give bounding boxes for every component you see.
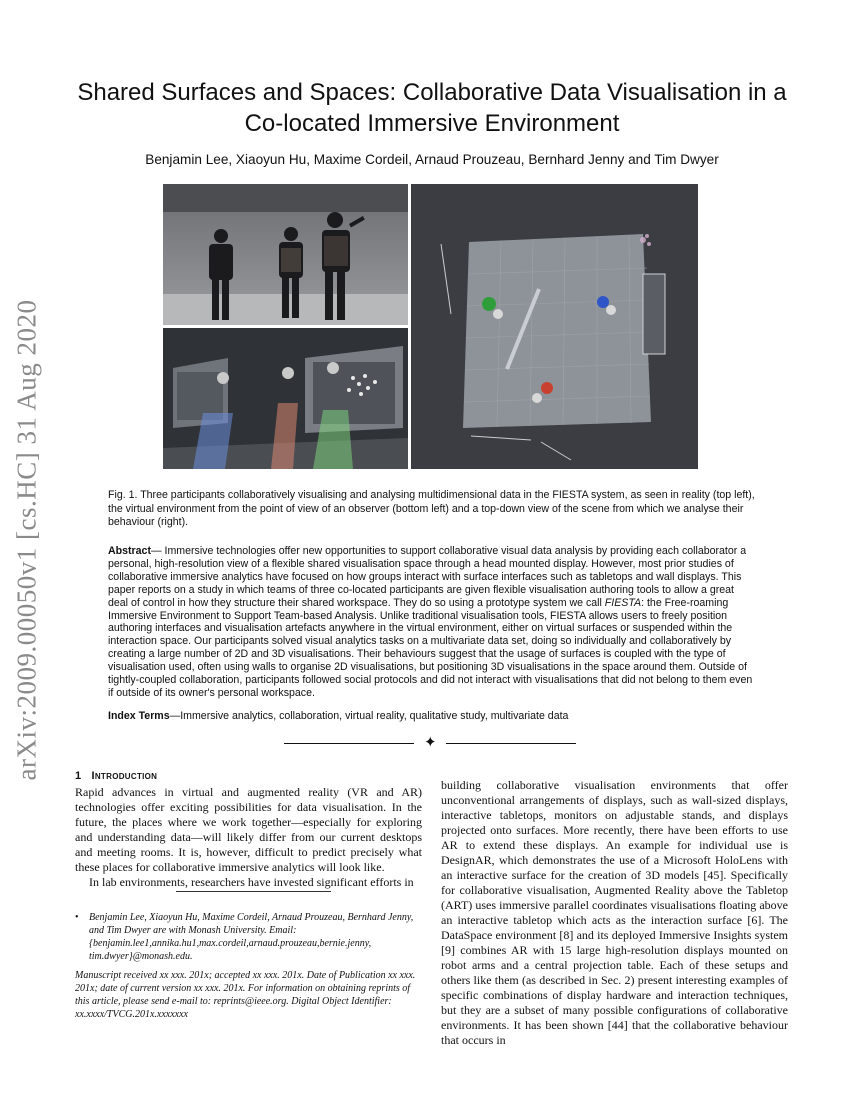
author-list: Benjamin Lee, Xiaoyun Hu, Maxime Cordeil, Arnaud Prouzeau, Bernhard Jenny and Tim Dwyer — [145, 152, 719, 167]
figure-top-down-view — [411, 184, 698, 469]
section-divider — [284, 734, 580, 754]
left-column — [75, 785, 422, 890]
figure-caption: Fig. 1. Three participants collaboratively visualising and analysing multidimensional data in the FIESTA system, as seen in reality (top left), the virtual environment from the point of view of an observer (bottom left) and a top-down view of the scene from which we analyse their behaviour (right). — [108, 489, 755, 528]
divider-ornament: ✦ — [424, 735, 437, 751]
intro-paragraph-continued: building collaborative visualisation environments that offer unconventional arrangements of displays, such as wall-sized displays, interactive tabletops, monitors on adjustable stands, and displays projected onto surfaces. More recently, there have been efforts to use AR to extend these displays. An example for individual use is DesignAR, which demonstrates the use of a Microsoft HoloLens with an interactive surface for the creation of 3D models [45]. Specifically for collaborative visualisation, Augmented Reality above the Tabletop (ART) uses immersive parallel coordinates visualisations floating above an interactive tabletop which acts as the interaction surface [6]. The DataSpace environment [8] and its deployed Immersive Insights system [9] combines AR with 15 large high-resolution displays mounted on robot arms and a central projection table. Each of these setups and others like them (as described in Sec. 2) present interesting examples of specific combinations of display hardware and interaction techniques, but they are a subset of many possible configurations of collaborative environments. It has been shown [44] that the collaborative behaviour that occurs in — [441, 778, 788, 1047]
section-number: 1 — [75, 770, 82, 782]
abstract-emphasis: FIESTA — [604, 596, 642, 609]
right-column — [441, 778, 788, 1048]
divider-line-right — [446, 743, 576, 744]
section-title: Introduction — [91, 770, 158, 782]
figure-vr-observer-view — [163, 328, 408, 469]
abstract — [108, 545, 756, 700]
footnote-text: Benjamin Lee, Xiaoyun Hu, Maxime Cordeil, Arnaud Prouzeau, Bernhard Jenny, and Tim Dwyer are with Monash University. Email: {benjamin.lee1,annika.hu1,max.cordeil,arnaud.prouzeau,bernie.jenny, tim.dwyer}@monash.edu. — [89, 912, 414, 962]
figure-photo-reality — [163, 184, 408, 325]
abstract-text-after: : the Free-roaming Immersive Environment to Support Team-based Analysis. Unlike traditional visualisation tools, FIESTA allows users to freely position authoring interfaces and visualisation artefacts anywhere in the virtual environment, either on virtual surfaces or suspended within the interaction space. Our participants solved visual analytics tasks on a multivariate data set, doing so individually and collaboratively by creating a large number of 2D and 3D visualisations. Their behaviours suggest that the usage of surfaces is coupled with the type of visualisation used, often using walls to organise 2D visualisations, but positioning 3D visualisations in the space around them. Outside of tightly-coupled collaboration, participants followed social protocols and did not interact with visualisations that did not belong to them even if outside of its owner's personal workspace. — [108, 596, 753, 699]
index-terms-text: —Immersive analytics, collaboration, virtual reality, qualitative study, multivariate data — [169, 710, 569, 722]
footnote-rule — [176, 891, 331, 892]
intro-paragraph-1: Rapid advances in virtual and augmented reality (VR and AR) technologies offer exciting possibilities for data visualisation. In the future, the places where we work together—especially for exploring and understanding data—will likely differ from our current desktops and meeting rooms. It is, however, difficult to predict precisely what these places for collaborative immersive analytics will look like. — [75, 785, 422, 874]
intro-paragraph-2: In lab environments, researchers have invested significant efforts in — [89, 875, 414, 889]
divider-line-left — [284, 743, 414, 744]
arxiv-stamp-text: arXiv:2009.00050v1 [cs.HC] 31 Aug 2020 — [11, 299, 42, 781]
index-terms — [108, 710, 756, 722]
section-heading — [75, 770, 157, 782]
footnote-bullet: • — [75, 912, 79, 923]
abstract-text-before: — Immersive technologies offer new opportunities to support collaborative visual data analysis by providing each collaborator a personal, high-resolution view of a flexible shared visualisation space through a head mounted display. However, most prior studies of collaborative immersive analytics have focused on how groups interact with surface interfaces such as tabletops and wall displays. This paper reports on a study in which teams of three co-located participants are given flexible visualisation authoring tools to allow a great deal of control in how they structure their shared workspace. They do so using a prototype system we call — [108, 545, 747, 609]
paper-title: Shared Surfaces and Spaces: Collaborative Data Visualisation in a Co-located Immersive Environment — [77, 79, 787, 137]
arxiv-stamp — [2, 285, 52, 795]
abstract-label: Abstract — [108, 545, 151, 557]
manuscript-note: Manuscript received xx xxx. 201x; accepted xx xxx. 201x. Date of Publication xx xxx. 201x; date of current version xx xxx. 201x. For information on obtaining reprints of this article, please send e-mail to: reprints@ieee.org. Digital Object Identifier: xx.xxxx/TVCG.201x.xxxxxxx — [75, 970, 416, 1020]
author-footnote — [75, 911, 422, 963]
index-terms-label: Index Terms — [108, 710, 170, 722]
